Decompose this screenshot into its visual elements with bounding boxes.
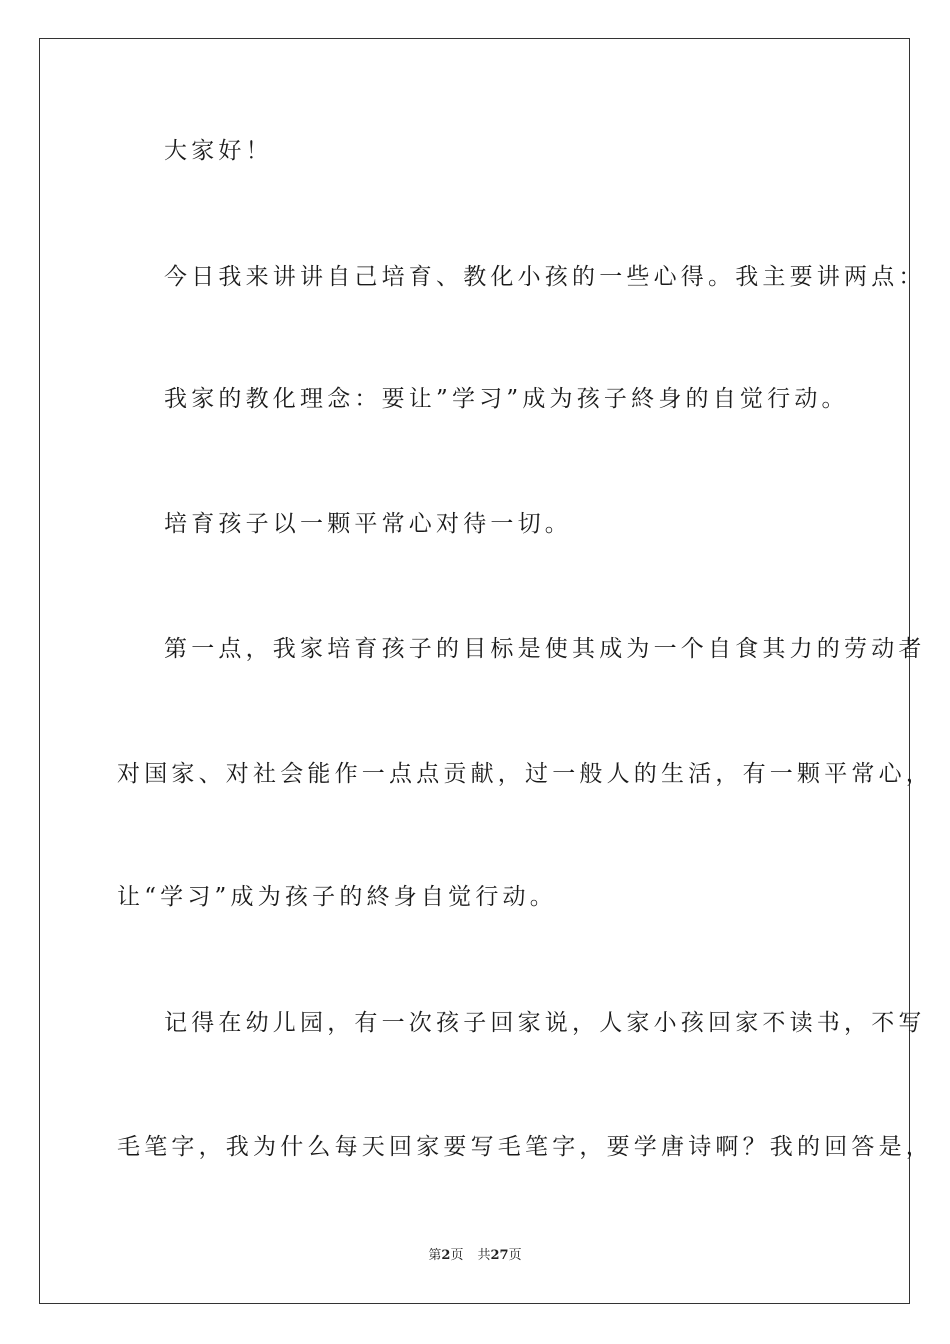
footer-page-number: 2 <box>441 1248 451 1263</box>
page-footer <box>0 1244 950 1263</box>
paragraph-first-point-line-1: 第一点，我家培育孩子的目标是使其成为一个自食其力的劳动者 <box>164 636 926 662</box>
paragraph-intro: 今日我来讲讲自己培育、教化小孩的一些心得。我主要讲两点： <box>164 264 926 290</box>
paragraph-point-two-summary: 培育孩子以一颗平常心对待一切。 <box>164 511 572 537</box>
footer-page-suffix: 页 <box>450 1248 464 1263</box>
page-border <box>39 38 910 1304</box>
paragraph-kindergarten-line-2: 毛笔字，我为什么每天回家要写毛笔字，要学唐诗啊？我的回答是， <box>117 1134 933 1160</box>
paragraph-point-one-summary: 我家的教化理念：要让”学习”成为孩子終身的自觉行动。 <box>164 386 849 412</box>
paragraph-first-point-line-2: 对国家、对社会能作一点点贡献，过一般人的生活，有一颗平常心， <box>117 761 933 787</box>
paragraph-greeting: 大家好！ <box>164 138 273 164</box>
footer-total-pages: 27 <box>490 1248 509 1263</box>
footer-total-prefix: 共 <box>477 1248 491 1263</box>
footer-total-suffix: 页 <box>508 1248 522 1263</box>
paragraph-first-point-line-3: 让“学习”成为孩子的終身自觉行动。 <box>117 884 557 910</box>
footer-page-prefix: 第 <box>428 1248 442 1263</box>
paragraph-kindergarten-line-1: 记得在幼儿园，有一次孩子回家说，人家小孩回家不读书，不写 <box>164 1010 926 1036</box>
